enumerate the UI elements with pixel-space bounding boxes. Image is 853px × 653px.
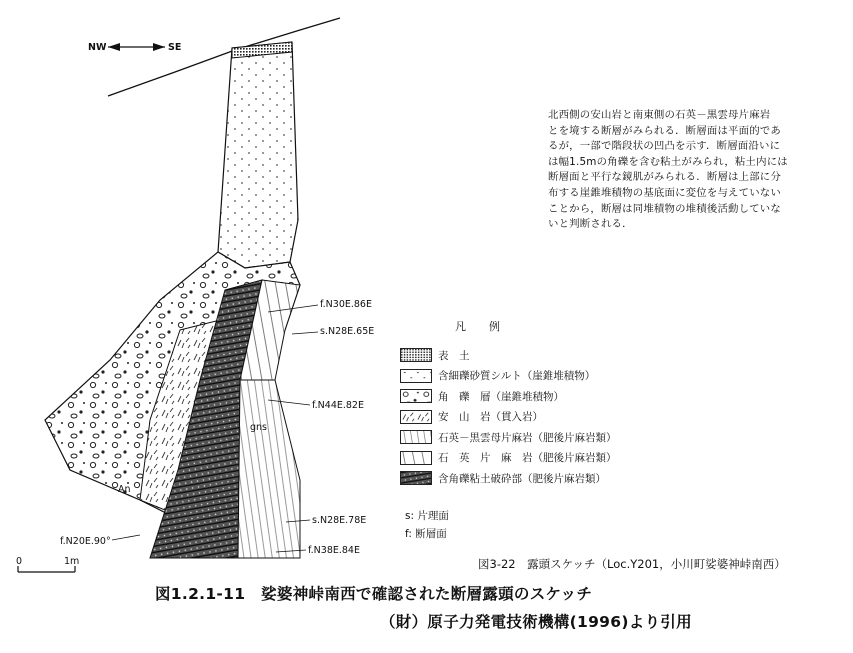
legend: [400, 345, 617, 489]
description-line: とを境する断層がみられる．断層面は平面的であ: [548, 124, 781, 137]
legend-item-soil: [400, 345, 617, 366]
scale-zero: 0: [16, 556, 23, 567]
legend-label: 安 山 岩（貫入岩）: [438, 411, 543, 424]
legend-item-silt: [400, 366, 617, 387]
description-line: いと判断される．: [548, 218, 633, 231]
soil-swatch: [400, 348, 432, 362]
description-line: 布する崖錐堆積物の基底面に変位を与えていない: [548, 186, 781, 199]
orientation-arrow: [88, 42, 181, 53]
legend-label: 石英－黒雲母片麻岩（肥後片麻岩類）: [438, 431, 617, 444]
symbol-fault: f: 断層面: [405, 528, 447, 540]
legend-label: 含角礫粘土破砕部（肥後片麻岩類）: [438, 472, 606, 485]
se-label: SE: [168, 42, 182, 53]
label-s-n28e-65: s.N28E.65E: [320, 326, 375, 337]
legend-item-breccia: [400, 386, 617, 407]
label-s-n28e-78: s.N28E.78E: [312, 515, 367, 526]
figure-source: （財）原子力発電技術機構(1996)より引用: [380, 613, 692, 631]
outcrop-body: [45, 42, 300, 558]
breccia-swatch: [400, 389, 432, 403]
gns-label: gns: [250, 422, 268, 433]
description-line: 北西側の安山岩と南東側の石英－黒雲母片麻岩: [548, 109, 771, 121]
andesite-swatch: [400, 410, 432, 424]
clay-zone-swatch: [400, 471, 432, 485]
label-f-n38e: f.N38E.84E: [308, 545, 360, 556]
an-label: An: [118, 484, 131, 495]
description-line: るが，一部で階段状の凹凸を示す．断層面沿いに: [548, 140, 781, 153]
legend-item-andesite: [400, 407, 617, 428]
quartz-gneiss-swatch: [400, 451, 432, 465]
nw-label: NW: [88, 42, 107, 53]
description-line: 断層面と平行な鏡肌がみられる．断層は上部に分: [548, 171, 781, 184]
label-f-n44e: f.N44E.82E: [312, 400, 364, 411]
description-line: ことから，断層は同堆積物の堆積後活動していな: [548, 202, 781, 215]
symbol-schistosity: s: 片理面: [405, 510, 449, 522]
scale-bar: [16, 556, 79, 572]
figure-title: 図1.2.1-11 娑婆神峠南西で確認された断層露頭のスケッチ: [155, 585, 593, 603]
biotite-gneiss-swatch: [400, 430, 432, 444]
legend-item-clay-zone: [400, 468, 617, 489]
legend-label: 石 英 片 麻 岩（肥後片麻岩類）: [438, 452, 617, 465]
scale-length: 1m: [64, 556, 80, 567]
label-f-n20e: f.N20E.90°: [60, 536, 111, 547]
legend-title: 凡 例: [455, 320, 506, 333]
description-text: [548, 108, 830, 233]
label-f-n30e: f.N30E.86E: [320, 299, 372, 310]
legend-label: 表 土: [438, 349, 470, 362]
sketch-caption: 図3-22 露頭スケッチ（Loc.Y201，小川町娑婆神峠南西）: [478, 557, 786, 571]
legend-item-quartz-gneiss: [400, 448, 617, 469]
description-line: は幅1.5mの角礫を含む粘土がみられ，粘土内には: [548, 155, 788, 168]
ground-surface: [108, 18, 340, 96]
legend-label: 含細礫砂質シルト（崖錐堆積物）: [438, 370, 596, 383]
silt-swatch: [400, 369, 432, 383]
legend-item-biotite-gneiss: [400, 427, 617, 448]
legend-label: 角 礫 層（崖錐堆積物）: [438, 390, 564, 403]
